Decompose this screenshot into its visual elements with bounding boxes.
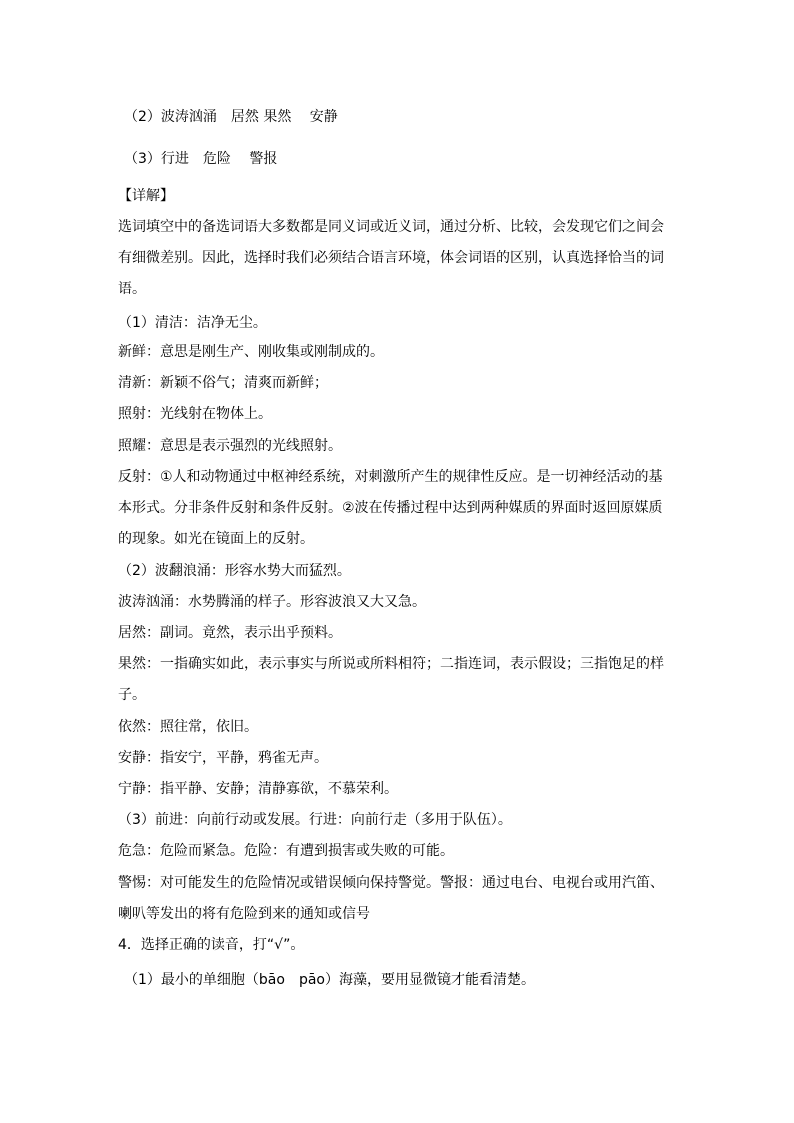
paragraph-line: 清新：新颖不俗气；清爽而新鲜；: [118, 375, 328, 391]
paragraph-line: 照耀：意思是表示强烈的光线照射。: [118, 438, 342, 454]
answer-line-2: （2）波涛汹涌 居然 果然 安静: [124, 109, 338, 125]
paragraph-line: 语。: [118, 281, 146, 297]
paragraph-line: 反射：①人和动物通过中枢神经系统，对刺激所产生的规律性反应。是一切神经活动的基: [118, 469, 663, 485]
paragraph-line: 依然：照往常，依旧。: [118, 719, 258, 735]
paragraph-line: 本形式。分非条件反射和条件反射。②波在传播过程中达到两种媒质的界面时返回原媒质: [118, 500, 663, 516]
paragraph-line: 危急：危险而紧急。危险：有遭到损害或失败的可能。: [118, 843, 454, 859]
paragraph-line: 选词填空中的备选词语大多数都是同义词或近义词，通过分析、比较，会发现它们之间会: [118, 219, 664, 235]
paragraph-line: 果然：一指确实如此，表示事实与所说或所料相符；二指连词，表示假设；三指饱足的样: [118, 656, 664, 672]
paragraph-line: 子。: [118, 687, 146, 703]
paragraph-line: 宁静：指平静、安静；清静寡欲，不慕荣利。: [118, 781, 398, 797]
answer-line-3: （3）行进 危险 警报: [124, 151, 278, 167]
section-heading-detail: 【详解】: [118, 188, 174, 204]
paragraph-line: 喇叭等发出的将有危险到来的通知或信号: [118, 906, 370, 922]
question-item: （1）最小的单细胞（bāo pāo）海藻，要用显微镜才能看清楚。: [124, 972, 535, 988]
question-heading: 4．选择正确的读音，打“√”。: [118, 937, 305, 953]
paragraph-line: （3）前进：向前行动或发展。行进：向前行走（多用于队伍）。: [118, 812, 512, 828]
paragraph-line: 照射：光线射在物体上。: [118, 406, 272, 422]
paragraph-line: 安静：指安宁，平静，鸦雀无声。: [118, 750, 328, 766]
paragraph-line: 波涛汹涌：水势腾涌的样子。形容波浪又大又急。: [118, 594, 426, 610]
paragraph-line: 居然：副词。竟然，表示出乎预料。: [118, 625, 342, 641]
paragraph-line: 警惕：对可能发生的危险情况或错误倾向保持警觉。警报：通过电台、电视台或用汽笛、: [118, 875, 664, 891]
paragraph-line: （1）清洁：洁净无尘。: [118, 315, 267, 331]
paragraph-line: 新鲜：意思是刚生产、刚收集或刚制成的。: [118, 344, 384, 360]
paragraph-line: 的现象。如光在镜面上的反射。: [118, 531, 314, 547]
paragraph-line: （2）波翻浪涌：形容水势大而猛烈。: [118, 563, 351, 579]
paragraph-line: 有细微差别。因此，选择时我们必须结合语言环境，体会词语的区别，认真选择恰当的词: [118, 250, 664, 266]
